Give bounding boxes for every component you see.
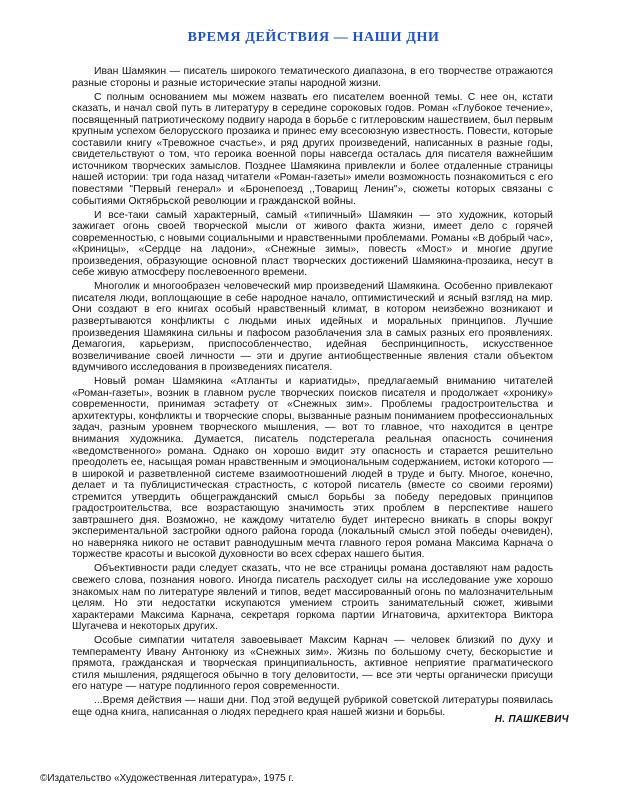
- article-body: [72, 66, 553, 721]
- paragraph: Особые симпатии читателя завоевывает Максим Карнач — человек близкий по духу и темпераменту Ивану Антонюку из «Снежных зим». Жизнь по большому счету, бескорыстие и прямота, гражданская и творческая принципиальность, активное неприятие прагматического стиля мышления, рядящегося обычно в тогу деловитости, — все эти черты органически присущи его натуре — натуре подлинного героя современности.: [72, 635, 553, 693]
- author-signature: Н. ПАШКЕВИЧ: [494, 714, 569, 725]
- page-title: ВРЕМЯ ДЕЙСТВИЯ — НАШИ ДНИ: [187, 30, 440, 45]
- paragraph: С полным основанием мы можем назвать его писателем военной темы. С нее он, кстати сказать, и начал свой путь в литературу в середине сороковых годов. Роман «Глубокое течение», посвященный патриотическому подвигу народа в борьбе с гитлеровским нашествием, был первым крупным успехом белорусского прозаика и принес ему всесоюзную известность. Повести, которые составили книгу «Тревожное счастье», и ряд других произведений, написанных в разные годы, свидетельствуют о том, что героика военной поры навсегда осталась для писателя важнейшим источником творческих замыслов. Позднее Шамякина привлекли и более отдаленные страницы нашей истории: три года назад читатели «Роман-газеты» имели возможность познакомиться с его повестями "Первый генерал» и «Бронепоезд ,,Товарищ Ленин"», сюжеты которых связаны с событиями Октябрьской революции и гражданской войны.: [72, 91, 553, 207]
- paragraph: Многолик и многообразен человеческий мир произведений Шамякина. Особенно привлекают писателя люди, воплощающие в себе народное начало, оптимистический и ясный взгляд на мир. Они создают в его книгах особый нравственный климат, в котором неизбежно возникают и развертываются конфликты с людьми иных идейных и моральных принципов. Лучшие произведения Шамякина сильны и пафосом разоблачения зла в самых разных его проявлениях. Демагогия, карьеризм, приспособленчество, идейная беспринципность, искусственное возвеличивание своей личности — эти и другие антиобщественные явления стали объектом вдумчивого исследования в произведениях писателя.: [72, 281, 553, 374]
- copyright-notice: ©Издательство «Художественная литература», 1975 г.: [40, 773, 294, 784]
- paragraph: Иван Шамякин — писатель широкого тематического диапазона, в его творчестве отражаются разные стороны и разные исторические этапы народной жизни.: [72, 66, 553, 89]
- paragraph: Объективности ради следует сказать, что не все страницы романа доставляют нам радость свежего слова, познания нового. Иногда писатель расходует силы на исследование уже хорошо знакомых нам по литературе явлений и типов, ведет массированный огонь по малозначительным целям. Но эти недостатки искупаются умением строить занимательный сюжет, живыми характерами Максима Карнача, секретаря горкома партии Игнатовича, архитектора Виктора Шугачева и некоторых других.: [72, 563, 553, 633]
- paragraph: ...Время действия — наши дни. Под этой ведущей рубрикой советской литературы появилась еще одна книга, написанная о людях переднего края нашей жизни и борьбы.: [72, 695, 553, 719]
- paragraph: Новый роман Шамякина «Атланты и кариатиды», предлагаемый вниманию читателей «Роман-газеты», возник в главном русле творческих поисков писателя и продолжает «хронику» современности, принимая эстафету от «Снежных зим». Проблемы градостроительства и архитектуры, конфликты и творческие споры, вызванные разным пониманием профессиональных задач, разным уровнем творческого мышления, — вот то главное, что находится в центре внимания художника. Думается, писатель подстерегала реальная опасность сочинения «ведомственного» романа. Однако он хорошо видит эту опасность и старается решительно преодолеть ее, насыщая роман нравственным и эмоциональным содержанием, истоки которого — в широкой и разветвленной системе взаимоотношений людей в труде и быту. Многое, конечно, делает и та публицистическая страстность, с которой писатель (вместе со своими героями) стремится утвердить общегражданский смысл борьбы за победу передовых принципов градостроительства, все возрастающую значимость этих проблем в перспективе нашего завтрашнего дня. Возможно, не каждому читателю будет интересно вникать в споры вокруг экспериментальной застройки одного района города (локальный смысл этой победы очевиден), но наверняка никого не оставит равнодушным мечта главного героя романа Максима Карнача о торжестве красоты и высокой духовности во всех сферах нашего бытия.: [72, 376, 553, 561]
- paragraph: И все-таки самый характерный, самый «типичный» Шамякин — это художник, который зажигает огонь своей творческой мысли от живого факта жизни, имеет дело с горячей современностью, с новыми социальными и нравственными проблемами. Романы «В добрый час», «Криницы», «Сердце на ладони», «Снежные зимы», повесть «Мост» и многие другие произведения, образующие основной пласт творческих достижений Шамякина-прозаика, несут в себе живую атмосферу послевоенного времени.: [72, 209, 553, 279]
